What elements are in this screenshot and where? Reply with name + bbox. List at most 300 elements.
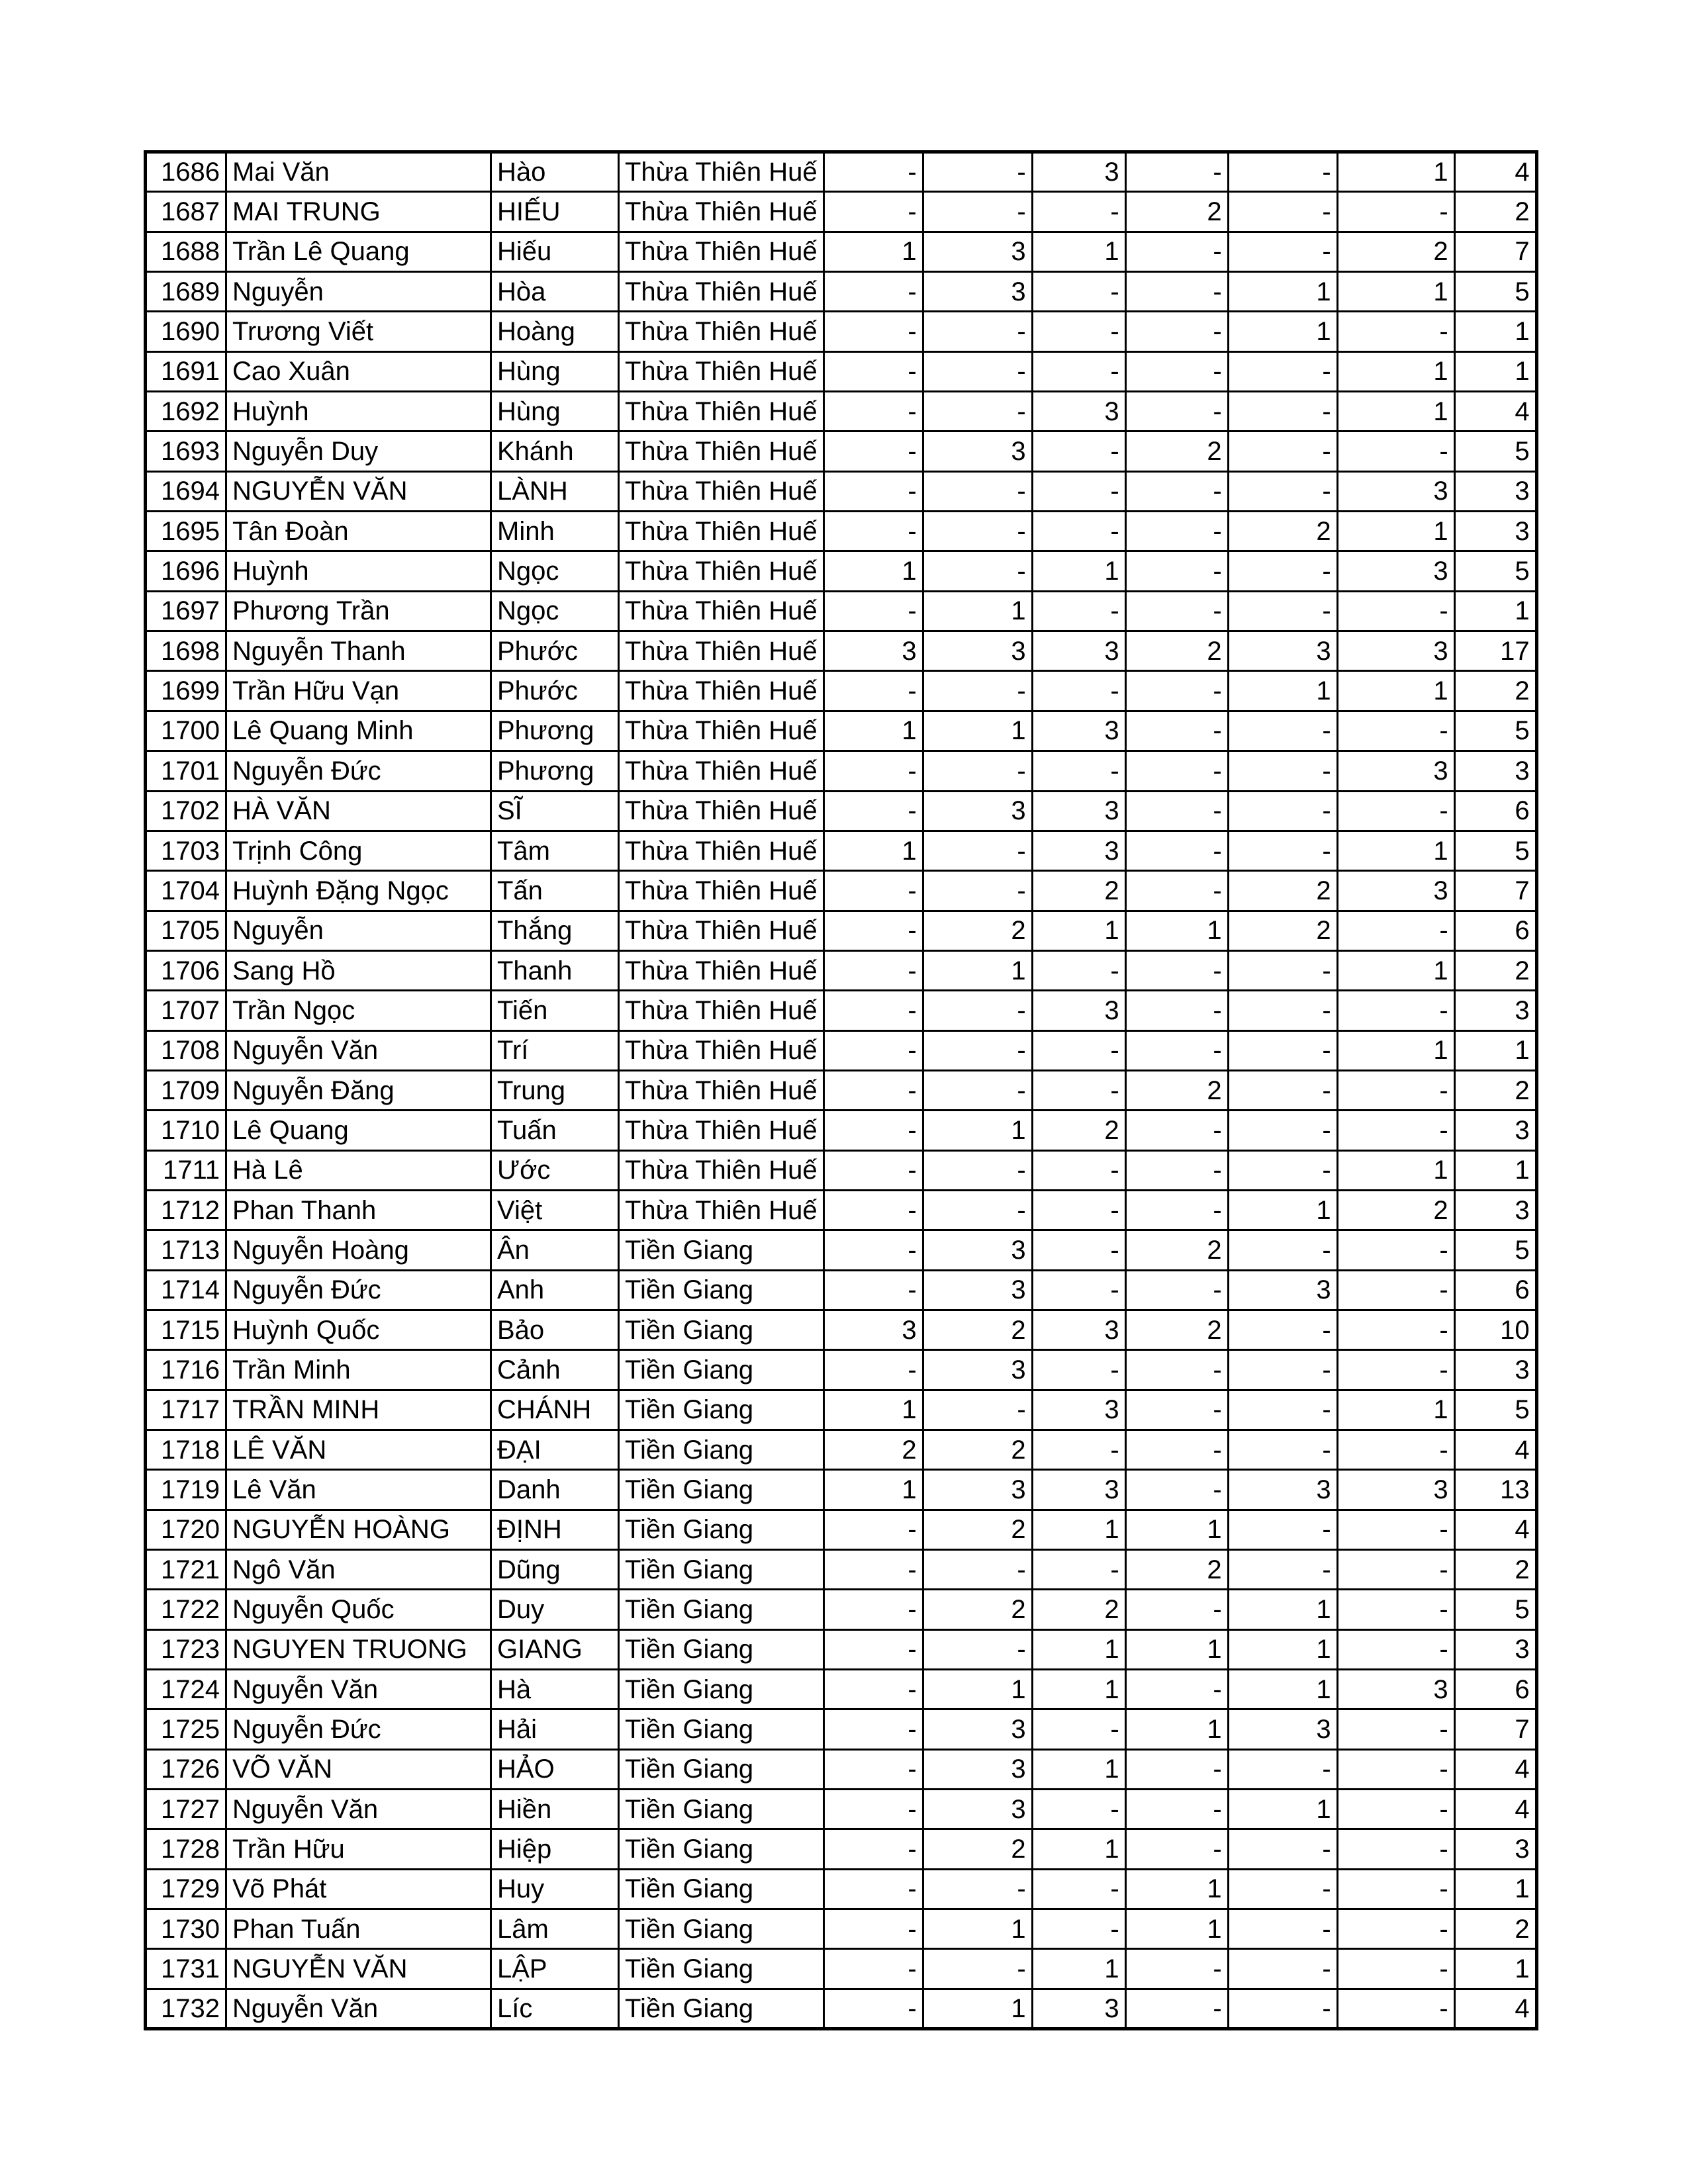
cell-score-5: - [1228,950,1337,990]
cell-stt: 1715 [146,1310,226,1349]
cell-score-1: - [823,591,923,631]
table-row [146,1070,1537,1110]
cell-score-5: 1 [1228,1670,1337,1709]
cell-score-2: 1 [923,591,1032,631]
cell-score-3: - [1032,471,1125,511]
cell-given-name: Cảnh [491,1350,619,1390]
cell-score-4: 2 [1125,1550,1228,1590]
cell-score-3: 3 [1032,392,1125,432]
cell-surname: Nguyễn Duy [226,432,491,471]
cell-total: 4 [1454,1749,1536,1789]
cell-stt: 1713 [146,1230,226,1270]
cell-score-6: - [1337,591,1454,631]
cell-surname: Phương Trần [226,591,491,631]
cell-province: Thừa Thiên Huế [619,152,824,192]
cell-score-4: - [1125,312,1228,351]
cell-score-1: - [823,351,923,391]
cell-score-2: 3 [923,791,1032,831]
cell-score-2: - [923,1190,1032,1230]
cell-score-2: 3 [923,1709,1032,1749]
cell-score-2: - [923,1030,1032,1070]
cell-score-5: - [1228,1510,1337,1549]
cell-score-6: - [1337,1829,1454,1869]
cell-given-name: Minh [491,512,619,551]
cell-score-4: - [1125,1111,1228,1150]
cell-total: 3 [1454,1829,1536,1869]
table-row [146,1030,1537,1070]
table-row [146,351,1537,391]
cell-surname: Huỳnh [226,551,491,591]
cell-stt: 1692 [146,392,226,432]
cell-surname: Lê Văn [226,1470,491,1510]
cell-score-5: 2 [1228,871,1337,911]
cell-score-3: - [1032,192,1125,232]
cell-total: 4 [1454,152,1536,192]
cell-score-1: - [823,1190,923,1230]
cell-score-5: 3 [1228,1709,1337,1749]
cell-total: 1 [1454,312,1536,351]
cell-stt: 1722 [146,1590,226,1629]
cell-surname: Nguyễn [226,911,491,950]
cell-score-3: 3 [1032,831,1125,870]
cell-score-3: - [1032,1430,1125,1470]
cell-province: Thừa Thiên Huế [619,1111,824,1150]
cell-given-name: Hùng [491,351,619,391]
cell-score-1: - [823,512,923,551]
table-row [146,392,1537,432]
cell-score-5: - [1228,1390,1337,1430]
cell-score-6: 3 [1337,631,1454,671]
cell-stt: 1688 [146,232,226,271]
cell-stt: 1730 [146,1909,226,1949]
cell-stt: 1698 [146,631,226,671]
table-row [146,432,1537,471]
cell-score-2: 2 [923,1310,1032,1349]
cell-score-3: - [1032,351,1125,391]
cell-score-2: 1 [923,950,1032,990]
cell-total: 4 [1454,1989,1536,2028]
cell-score-6: - [1337,1070,1454,1110]
cell-total: 5 [1454,711,1536,751]
cell-score-6: - [1337,1590,1454,1629]
cell-score-1: - [823,192,923,232]
cell-surname: Nguyễn Đăng [226,1070,491,1110]
cell-province: Tiền Giang [619,1270,824,1310]
cell-given-name: Duy [491,1590,619,1629]
cell-stt: 1705 [146,911,226,950]
cell-score-5: 1 [1228,671,1337,711]
cell-score-3: - [1032,1030,1125,1070]
table-row [146,831,1537,870]
cell-score-1: - [823,471,923,511]
cell-score-2: - [923,991,1032,1030]
cell-surname: Nguyễn Văn [226,1989,491,2028]
cell-total: 7 [1454,232,1536,271]
table-row [146,950,1537,990]
cell-total: 3 [1454,751,1536,791]
table-row [146,1270,1537,1310]
cell-score-6: - [1337,1749,1454,1789]
cell-score-4: 1 [1125,1869,1228,1909]
cell-score-5: - [1228,1111,1337,1150]
cell-score-2: 2 [923,911,1032,950]
cell-score-3: - [1032,1350,1125,1390]
cell-score-3: 2 [1032,1590,1125,1629]
cell-score-1: - [823,1829,923,1869]
cell-total: 2 [1454,671,1536,711]
cell-score-2: - [923,1390,1032,1430]
cell-province: Tiền Giang [619,1749,824,1789]
cell-score-4: - [1125,1949,1228,1989]
cell-score-6: - [1337,991,1454,1030]
cell-surname: Phan Thanh [226,1190,491,1230]
cell-score-4: - [1125,1030,1228,1070]
cell-score-1: 2 [823,1430,923,1470]
table-row [146,1390,1537,1430]
cell-score-6: - [1337,1510,1454,1549]
cell-given-name: Trí [491,1030,619,1070]
cell-score-2: 3 [923,232,1032,271]
cell-score-4: - [1125,512,1228,551]
cell-province: Thừa Thiên Huế [619,751,824,791]
table-row [146,631,1537,671]
cell-score-2: 3 [923,1270,1032,1310]
cell-given-name: ĐẠI [491,1430,619,1470]
cell-province: Thừa Thiên Huế [619,192,824,232]
cell-surname: Nguyễn Văn [226,1030,491,1070]
cell-given-name: Việt [491,1190,619,1230]
cell-given-name: Khánh [491,432,619,471]
cell-score-4: - [1125,991,1228,1030]
cell-score-2: 3 [923,1350,1032,1390]
cell-province: Thừa Thiên Huế [619,432,824,471]
cell-score-6: 3 [1337,551,1454,591]
cell-total: 10 [1454,1310,1536,1349]
cell-province: Thừa Thiên Huế [619,911,824,950]
cell-score-1: - [823,1230,923,1270]
cell-score-4: - [1125,671,1228,711]
cell-score-2: - [923,671,1032,711]
cell-score-3: 3 [1032,631,1125,671]
cell-score-4: - [1125,1430,1228,1470]
cell-score-6: 1 [1337,1150,1454,1190]
cell-score-1: - [823,1909,923,1949]
cell-score-3: 1 [1032,551,1125,591]
cell-surname: Trần Ngọc [226,991,491,1030]
cell-score-4: - [1125,751,1228,791]
cell-total: 7 [1454,1709,1536,1749]
cell-score-6: 2 [1337,232,1454,271]
cell-total: 1 [1454,1150,1536,1190]
cell-stt: 1716 [146,1350,226,1390]
cell-given-name: Tâm [491,831,619,870]
table-row [146,1230,1537,1270]
cell-stt: 1714 [146,1270,226,1310]
cell-total: 2 [1454,950,1536,990]
cell-score-5: 1 [1228,1629,1337,1669]
cell-score-2: 3 [923,1790,1032,1829]
table-row [146,591,1537,631]
cell-province: Tiền Giang [619,1470,824,1510]
cell-score-2: - [923,1550,1032,1590]
cell-province: Thừa Thiên Huế [619,1070,824,1110]
cell-score-5: - [1228,152,1337,192]
cell-score-6: 3 [1337,1670,1454,1709]
cell-score-1: - [823,272,923,312]
cell-total: 2 [1454,1909,1536,1949]
cell-province: Thừa Thiên Huế [619,791,824,831]
cell-province: Thừa Thiên Huế [619,551,824,591]
cell-stt: 1723 [146,1629,226,1669]
cell-given-name: Trung [491,1070,619,1110]
cell-score-2: 3 [923,1749,1032,1789]
cell-score-5: - [1228,1869,1337,1909]
cell-score-4: - [1125,1470,1228,1510]
cell-province: Thừa Thiên Huế [619,1150,824,1190]
cell-given-name: Bảo [491,1310,619,1349]
table-row [146,1749,1537,1789]
cell-score-2: 1 [923,1670,1032,1709]
cell-score-4: - [1125,1270,1228,1310]
cell-province: Thừa Thiên Huế [619,950,824,990]
cell-total: 5 [1454,831,1536,870]
cell-score-5: - [1228,1430,1337,1470]
cell-score-4: - [1125,152,1228,192]
cell-score-4: - [1125,1989,1228,2028]
cell-total: 2 [1454,1550,1536,1590]
cell-score-1: - [823,312,923,351]
cell-given-name: Tuấn [491,1111,619,1150]
cell-stt: 1686 [146,152,226,192]
cell-total: 2 [1454,192,1536,232]
cell-stt: 1693 [146,432,226,471]
cell-score-5: 3 [1228,1470,1337,1510]
cell-province: Thừa Thiên Huế [619,471,824,511]
cell-province: Thừa Thiên Huế [619,671,824,711]
cell-score-3: 3 [1032,991,1125,1030]
cell-score-3: 1 [1032,232,1125,271]
cell-surname: Võ Phát [226,1869,491,1909]
cell-total: 6 [1454,791,1536,831]
cell-given-name: HẢO [491,1749,619,1789]
cell-score-5: 2 [1228,512,1337,551]
cell-score-5: - [1228,1030,1337,1070]
cell-given-name: Hiệp [491,1829,619,1869]
cell-score-2: 2 [923,1829,1032,1869]
cell-score-4: - [1125,1790,1228,1829]
table-row [146,312,1537,351]
cell-score-1: - [823,1070,923,1110]
cell-surname: Tân Đoàn [226,512,491,551]
cell-score-4: - [1125,1670,1228,1709]
cell-stt: 1712 [146,1190,226,1230]
cell-score-4: - [1125,791,1228,831]
cell-score-3: 3 [1032,1310,1125,1349]
cell-score-1: - [823,671,923,711]
cell-stt: 1717 [146,1390,226,1430]
cell-total: 6 [1454,1670,1536,1709]
cell-total: 6 [1454,911,1536,950]
table-row [146,1470,1537,1510]
cell-score-3: - [1032,432,1125,471]
cell-total: 4 [1454,1790,1536,1829]
cell-score-3: 3 [1032,711,1125,751]
cell-score-6: 3 [1337,751,1454,791]
cell-province: Tiền Giang [619,1629,824,1669]
cell-surname: TRẦN MINH [226,1390,491,1430]
table-row [146,192,1537,232]
cell-score-6: 1 [1337,831,1454,870]
cell-total: 5 [1454,551,1536,591]
cell-surname: Lê Quang Minh [226,711,491,751]
cell-total: 5 [1454,1590,1536,1629]
cell-given-name: Lâm [491,1909,619,1949]
cell-score-5: 2 [1228,911,1337,950]
table-row [146,1150,1537,1190]
cell-given-name: Hiếu [491,232,619,271]
cell-score-2: 1 [923,1989,1032,2028]
cell-stt: 1703 [146,831,226,870]
cell-stt: 1695 [146,512,226,551]
cell-stt: 1707 [146,991,226,1030]
cell-given-name: Hải [491,1709,619,1749]
cell-score-1: - [823,1670,923,1709]
cell-total: 3 [1454,471,1536,511]
cell-score-1: - [823,1709,923,1749]
cell-total: 4 [1454,1510,1536,1549]
cell-score-1: 3 [823,1310,923,1349]
cell-given-name: Tiến [491,991,619,1030]
table-row [146,1989,1537,2028]
cell-given-name: Ngọc [491,551,619,591]
cell-score-1: 1 [823,551,923,591]
cell-total: 13 [1454,1470,1536,1510]
cell-score-6: - [1337,1909,1454,1949]
cell-score-1: - [823,1949,923,1989]
cell-score-5: - [1228,551,1337,591]
table-row [146,1310,1537,1349]
table-row [146,1350,1537,1390]
cell-score-4: 1 [1125,1510,1228,1549]
table-row [146,1550,1537,1590]
cell-score-2: - [923,471,1032,511]
cell-surname: NGUYEN TRUONG [226,1629,491,1669]
cell-given-name: GIANG [491,1629,619,1669]
cell-province: Thừa Thiên Huế [619,512,824,551]
cell-province: Thừa Thiên Huế [619,631,824,671]
cell-score-6: - [1337,911,1454,950]
cell-surname: Huỳnh [226,392,491,432]
cell-score-3: - [1032,1909,1125,1949]
cell-score-3: 1 [1032,1670,1125,1709]
cell-score-2: - [923,751,1032,791]
cell-score-2: - [923,551,1032,591]
cell-score-6: - [1337,1270,1454,1310]
cell-score-6: 2 [1337,1190,1454,1230]
cell-surname: Trần Hữu [226,1829,491,1869]
cell-total: 4 [1454,1430,1536,1470]
cell-score-4: - [1125,1590,1228,1629]
cell-given-name: Líc [491,1989,619,2028]
cell-score-4: - [1125,871,1228,911]
cell-score-1: - [823,152,923,192]
cell-province: Tiền Giang [619,1989,824,2028]
table-row [146,1590,1537,1629]
cell-stt: 1690 [146,312,226,351]
cell-surname: Hà Lê [226,1150,491,1190]
cell-score-6: 3 [1337,1470,1454,1510]
cell-score-1: - [823,871,923,911]
cell-score-5: - [1228,1350,1337,1390]
cell-score-4: 1 [1125,1629,1228,1669]
cell-score-5: - [1228,1550,1337,1590]
cell-given-name: Huy [491,1869,619,1909]
cell-stt: 1710 [146,1111,226,1150]
cell-score-4: - [1125,1190,1228,1230]
cell-stt: 1687 [146,192,226,232]
cell-score-1: - [823,432,923,471]
cell-score-6: 3 [1337,871,1454,911]
cell-score-5: - [1228,1230,1337,1270]
cell-score-3: 3 [1032,791,1125,831]
cell-score-1: 1 [823,831,923,870]
cell-score-3: - [1032,1230,1125,1270]
cell-score-5: - [1228,1310,1337,1349]
cell-score-5: - [1228,1909,1337,1949]
cell-score-1: 1 [823,1390,923,1430]
cell-score-4: - [1125,392,1228,432]
cell-total: 5 [1454,1390,1536,1430]
cell-score-5: 1 [1228,272,1337,312]
cell-total: 1 [1454,1869,1536,1909]
cell-score-6: - [1337,192,1454,232]
cell-score-3: 2 [1032,871,1125,911]
table-row [146,1670,1537,1709]
cell-score-6: - [1337,1230,1454,1270]
cell-province: Tiền Giang [619,1550,824,1590]
cell-stt: 1694 [146,471,226,511]
cell-score-1: - [823,1550,923,1590]
cell-total: 5 [1454,1230,1536,1270]
cell-score-5: 1 [1228,1190,1337,1230]
cell-stt: 1720 [146,1510,226,1549]
cell-score-2: 3 [923,272,1032,312]
cell-score-5: - [1228,791,1337,831]
cell-score-2: 3 [923,1230,1032,1270]
cell-stt: 1706 [146,950,226,990]
cell-score-1: - [823,1150,923,1190]
cell-total: 5 [1454,272,1536,312]
cell-score-6: - [1337,711,1454,751]
cell-score-3: 3 [1032,152,1125,192]
table-row [146,1790,1537,1829]
cell-province: Thừa Thiên Huế [619,871,824,911]
cell-surname: Nguyễn Thanh [226,631,491,671]
cell-score-6: 1 [1337,671,1454,711]
cell-province: Tiền Giang [619,1790,824,1829]
cell-score-5: - [1228,392,1337,432]
cell-surname: Trịnh Công [226,831,491,870]
table-row [146,871,1537,911]
cell-score-3: - [1032,1869,1125,1909]
cell-score-1: - [823,1869,923,1909]
cell-given-name: Phước [491,671,619,711]
cell-score-2: - [923,831,1032,870]
cell-score-2: 2 [923,1430,1032,1470]
cell-score-1: - [823,1030,923,1070]
cell-surname: Trần Hữu Vạn [226,671,491,711]
cell-score-6: 1 [1337,1390,1454,1430]
